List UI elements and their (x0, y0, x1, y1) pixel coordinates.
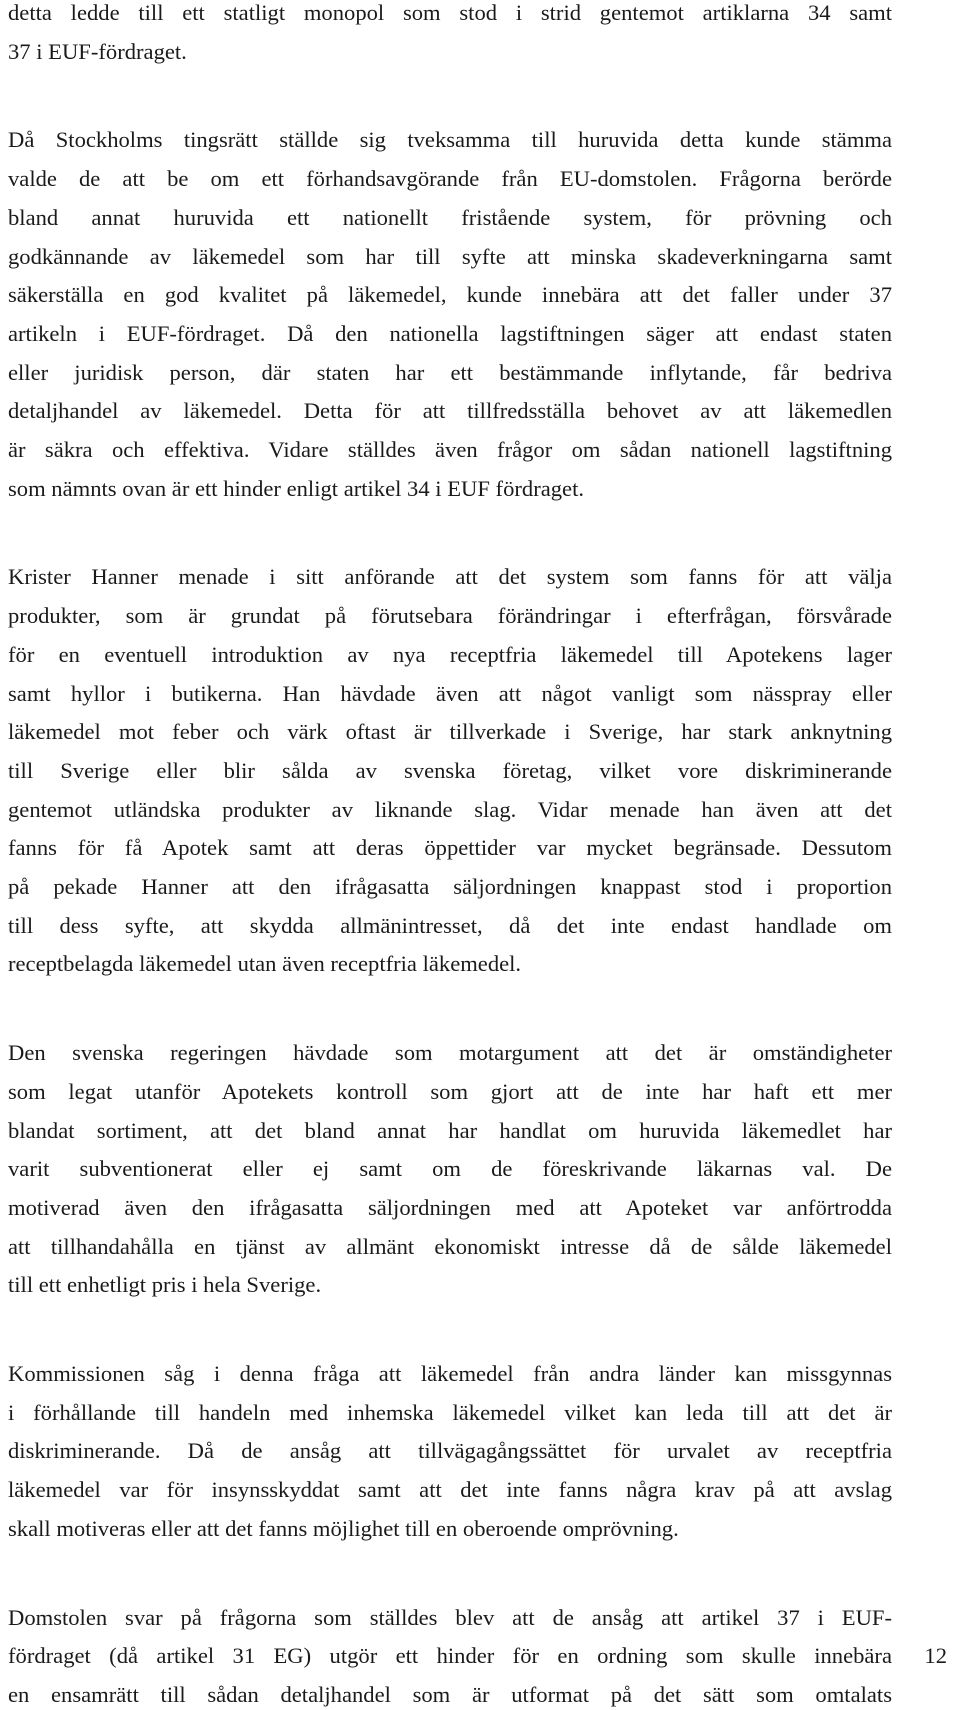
text-line: läkemedel mot feber och värk oftast är tillverkade i Sverige, har stark anknytning (8, 719, 892, 745)
text-line: Domstolen svar på frågorna som ställdes blev att de ansåg att artikel 37 i EUF- (8, 1604, 892, 1630)
text-line: till ett enhetligt pris i hela Sverige. (8, 1272, 322, 1298)
text-line: Kommissionen såg i denna fråga att läkemedel från andra länder kan missgynnas (8, 1361, 892, 1386)
text-line: på pekade Hanner att den ifrågasatta säljordningen knappast stod i proportion (8, 874, 892, 899)
text-line: är säkra och effektiva. Vidare ställdes även frågor om sådan nationell lagstiftning (8, 437, 892, 462)
text-line: samt hyllor i butikerna. Han hävdade även att något vanligt som nässpray eller (8, 680, 892, 706)
text-line: Den svenska regeringen hävdade som motargument att det är omständigheter (8, 1040, 892, 1066)
text-line: i förhållande till handeln med inhemska läkemedel vilket kan leda till att det är (8, 1399, 892, 1425)
text-line: till dess syfte, att skydda allmänintresset, då det inte endast handlade om (8, 912, 892, 938)
text-line: valde de att be om ett förhandsavgörande från EU-domstolen. Frågorna berörde (8, 166, 892, 192)
text-line: blandat sortiment, att det bland annat har handlat om huruvida läkemedlet har (8, 1117, 892, 1143)
text-line: läkemedel var för insynsskyddat samt att det inte fanns några krav på att avslag (8, 1477, 892, 1503)
text-line: som nämnts ovan är ett hinder enligt artikel 34 i EUF fördraget. (8, 475, 584, 501)
page-number: 12 (924, 1643, 947, 1668)
text-line: säkerställa en god kvalitet på läkemedel, kunde innebära att det faller under 37 (8, 282, 892, 308)
text-line: skall motiveras eller att det fanns möjlighet till en oberoende omprövning. (8, 1515, 679, 1541)
text-line: 37 i EUF-fördraget. (8, 38, 187, 64)
text-line: detta ledde till ett statligt monopol som stod i strid gentemot artiklarna 34 samt (8, 0, 892, 25)
text-line: diskriminerande. Då de ansåg att tillvägagångssättet för urvalet av receptfria (8, 1438, 892, 1464)
text-line: varit subventionerat eller ej samt om de föreskrivande läkarnas val. De (8, 1156, 892, 1182)
text-line: detaljhandel av läkemedel. Detta för att tillfredsställa behovet av att läkemedlen (8, 398, 892, 424)
text-line: som legat utanför Apotekets kontroll som gjort att de inte har haft ett mer (8, 1078, 892, 1104)
text-line: bland annat huruvida ett nationellt fristående system, för prövning och (8, 204, 892, 230)
text-line: receptbelagda läkemedel utan även receptfria läkemedel. (8, 951, 522, 977)
text-line: eller juridisk person, där staten har ett bestämmande inflytande, får bedriva (8, 359, 892, 385)
text-line: produkter, som är grundat på förutsebara förändringar i efterfrågan, försvårade (8, 603, 892, 629)
text-line: fanns för få Apotek samt att deras öppettider var mycket begränsade. Dessutom (8, 835, 892, 861)
text-line: Då Stockholms tingsrätt ställde sig tveksamma till huruvida detta kunde stämma (8, 127, 892, 153)
text-line: en ensamrätt till sådan detaljhandel som är utformat på det sätt som omtalats (8, 1681, 892, 1707)
text-line: Krister Hanner menade i sitt anförande att det system som fanns för att välja (8, 564, 892, 590)
text-line: för en eventuell introduktion av nya receptfria läkemedel till Apotekens lager (8, 641, 892, 667)
text-line: till Sverige eller blir sålda av svenska företag, vilket vore diskriminerande (8, 757, 892, 783)
text-line: fördraget (då artikel 31 EG) utgör ett hinder för en ordning som skulle innebära (8, 1643, 892, 1669)
text-line: att tillhandahålla en tjänst av allmänt ekonomiskt intresse då de sålde läkemedel (8, 1233, 892, 1259)
text-line: artikeln i EUF-fördraget. Då den nationella lagstiftningen säger att endast staten (8, 320, 892, 346)
text-line: godkännande av läkemedel som har till syfte att minska skadeverkningarna samt (8, 243, 892, 269)
text-line: gentemot utländska produkter av liknande slag. Vidar menade han även att det (8, 796, 892, 822)
text-line: motiverad även den ifrågasatta säljordningen med att Apoteket var anförtrodda (8, 1194, 892, 1220)
